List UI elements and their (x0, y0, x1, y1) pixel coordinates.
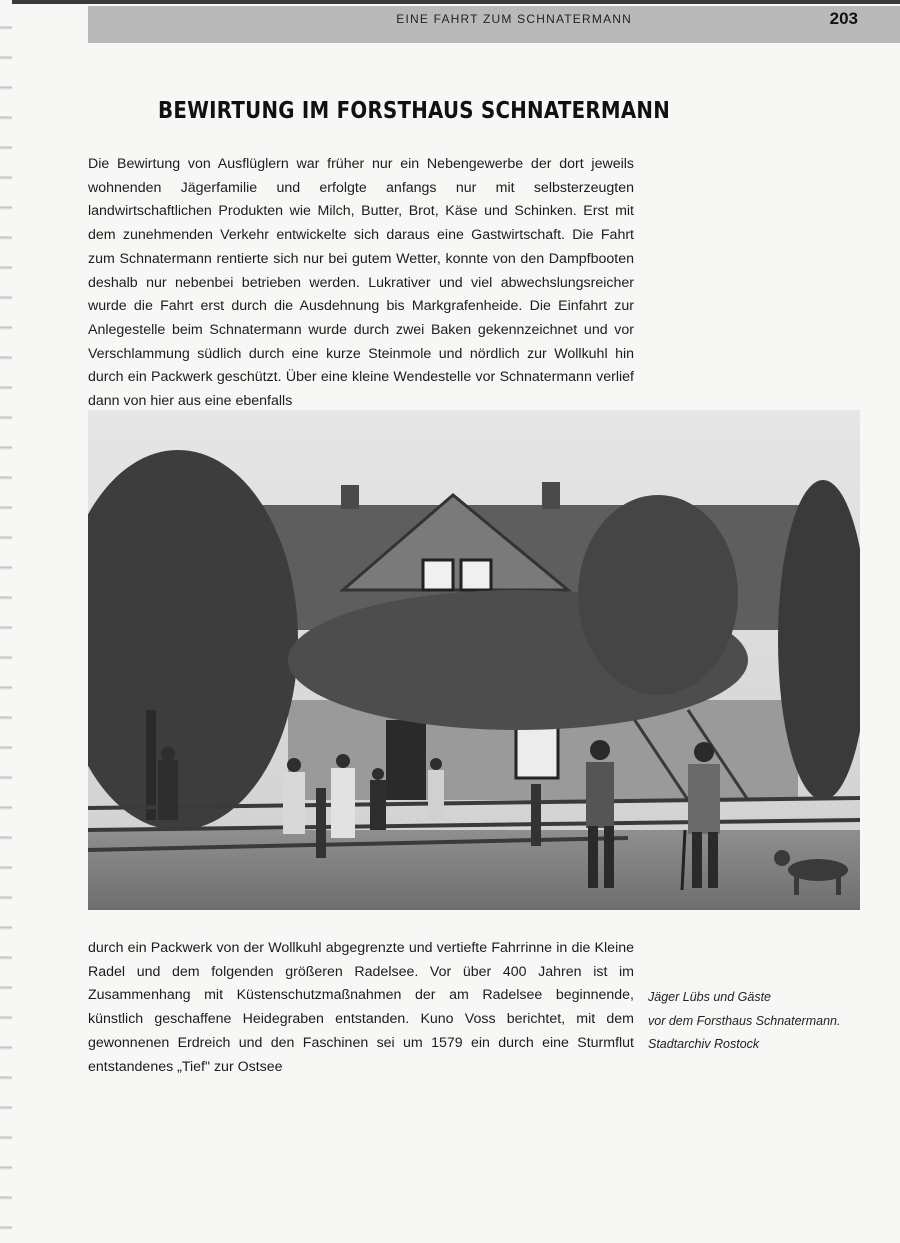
photo-caption (648, 986, 868, 1057)
page-top-edge (0, 0, 900, 4)
door (386, 720, 426, 800)
caption-credit: Stadtarchiv Rostock (648, 1037, 760, 1051)
gable-window-left (423, 560, 453, 590)
body-paragraph-2: durch ein Packwerk von der Wollkuhl abgegrenzte und vertiefte Fahrrinne in die Kleine Radel und dem folgenden größeren Radelsee. Vor über 400 Jahren ist im Zusammenhang mit Küstenschutzmaßnahmen der am Radelsee beginnende, künstlich geschaffene Heidegraben entstanden. Kuno Voss berichtet, mit dem gewonnenen Erdreich und den Faschinen sei um 1579 ein durch eine Sturmflut entstandenes „Tief" zur Ostsee (88, 940, 634, 1075)
spiral-binding-edge (0, 0, 12, 1243)
running-title: EINE FAHRT ZUM SCHNATERMANN (396, 12, 632, 26)
chimney-left (341, 485, 359, 509)
body-paragraph-1: Die Bewirtung von Ausflüglern war früher nur ein Nebengewerbe der dort jeweils wohnenden Jägerfamilie und erfolgte anfangs nur mit selbsterzeugten landwirtschaftlichen Produkten wie Milch, Butter, Brot, Käse und Schinken. Erst mit dem zunehmenden Verkehr entwickelte sich daraus eine Gastwirtschaft. Die Fahrt zum Schnatermann rentierte sich nur bei gutem Wetter, konnte von den Dampfbooten deshalb nur nebenbei betrieben werden. Lukrativer und viel abwechslungsreicher wurde die Fahrt erst durch die Ausdehnung bis Markgrafenheide. Die Einfahrt zur Anlegestelle beim Schnatermann wurde durch zwei Baken gekennzeichnet und vor Verschlammung südlich durch eine kurze Steinmole und nördlich zur Wollkuhl hin durch ein Packwerk geschützt. Über eine kleine Wendestelle vor Schnatermann verlief dann von hier aus eine ebenfalls (88, 156, 634, 410)
historic-photo-forsthaus (88, 410, 860, 910)
article-heading: BEWIRTUNG IM FORSTHAUS SCHNATERMANN (158, 98, 671, 124)
tree-right (578, 495, 738, 695)
caption-line: vor dem Forsthaus Schnatermann. (648, 1013, 841, 1028)
chimney-right (542, 482, 560, 509)
caption-line: Jäger Lübs und Gäste (648, 990, 771, 1004)
page-number: 203 (829, 9, 858, 28)
gable-window-right (461, 560, 491, 590)
